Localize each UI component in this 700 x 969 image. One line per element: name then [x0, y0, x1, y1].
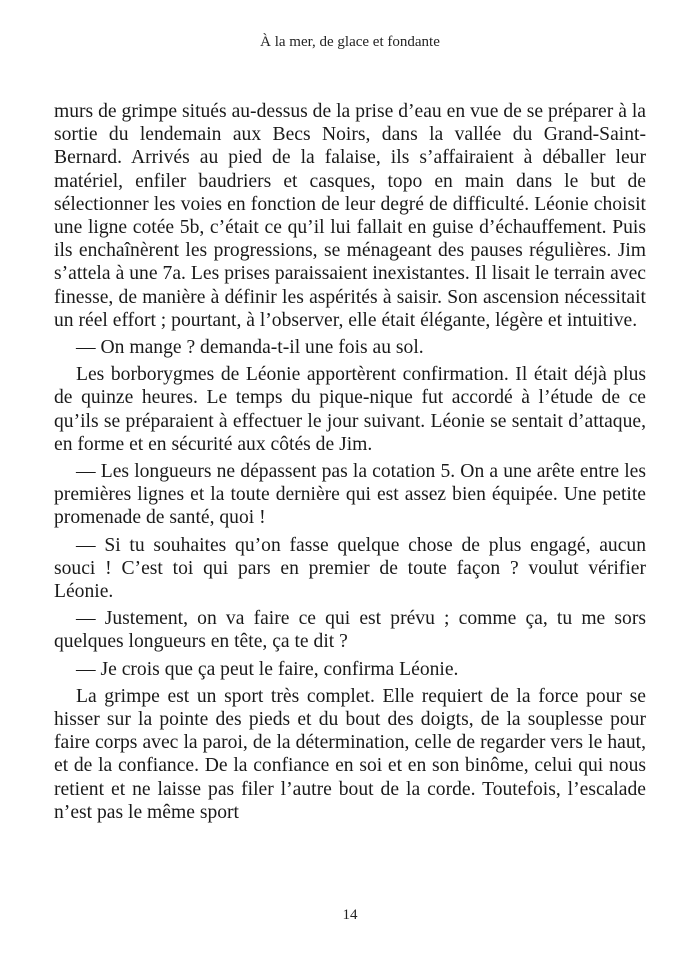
paragraph: La grimpe est un sport très complet. Elle requiert de la force pour se hisser sur la pointe des pieds et du bout des doigts, de la souplesse pour faire corps avec la paroi, de la détermination, celle de regarder vers le haut, et de la confiance. De la confiance en soi et en son binôme, celui qui nous retient et ne laisse pas filer l’autre bout de la corde. Toutefois, l’escalade n’est pas le même sport [54, 685, 646, 823]
dialogue-line: — Je crois que ça peut le faire, confirma Léonie. [76, 658, 459, 680]
paragraph: Les borborygmes de Léonie apportèrent confirmation. Il était déjà plus de quinze heures. Le temps du pique-nique fut accordé à l’étude de ce qu’ils se préparaient à effectuer le jour suivant. Léonie se sentait d’attaque, en forme et en sécurité aux côtés de Jim. [54, 364, 646, 455]
page-number: 14 [342, 907, 358, 923]
dialogue-line: — Si tu souhaites qu’on fasse quelque chose de plus engagé, aucun souci ! C’est toi qui pars en premier de toute façon ? voulut vérifier Léonie. [54, 534, 646, 603]
paragraph-continuation: murs de grimpe situés au-dessus de la prise d’eau en vue de se préparer à la sortie du lendemain aux Becs Noirs, dans la vallée du Grand-Saint-Bernard. Arrivés au pied de la falaise, ils s’affairaient à déballer leur matériel, enfiler baudriers et casques, topo en main dans le but de sélectionner les voies en fonction de leur degré de difficulté. Léonie choisit une ligne cotée 5b, c’était ce qu’il lui fallait en guise d’échauffement. Puis ils enchaînèrent les progressions, se ménageant des pauses régulières. Jim s’attela à une 7a. Les prises paraissaient inexistantes. Il lisait le terrain avec finesse, de manière à définir les aspérités à saisir. Son ascension nécessitait un réel effort ; pourtant, à l’observer, elle était élégante, légère et intuitive. [54, 101, 646, 331]
body-text [54, 100, 646, 824]
running-header: À la mer, de glace et fondante [260, 34, 440, 50]
dialogue-line: — Justement, on va faire ce qui est prévu ; comme ça, tu me sors quelques longueurs en tête, ça te dit ? [54, 608, 646, 653]
dialogue-line: — On mange ? demanda-t-il une fois au sol. [76, 337, 424, 359]
dialogue-line: — Les longueurs ne dépassent pas la cotation 5. On a une arête entre les premières lignes et la toute dernière qui est assez bien équipée. Une petite promenade de santé, quoi ! [54, 461, 646, 529]
